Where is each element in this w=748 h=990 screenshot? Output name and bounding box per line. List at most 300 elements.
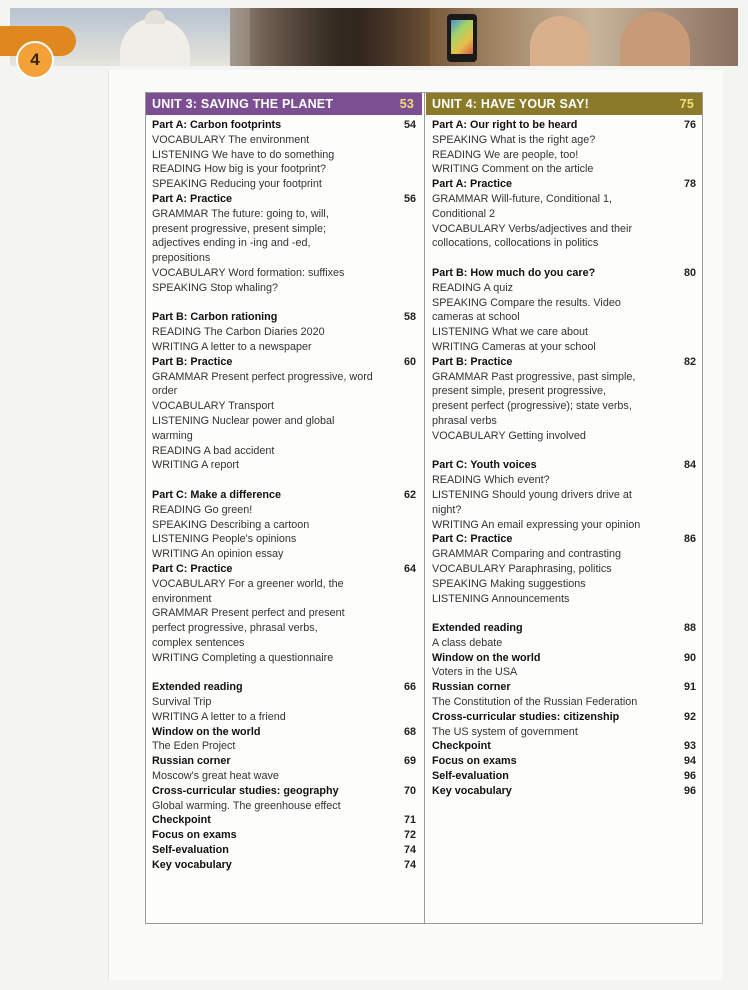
contents-entry — [152, 162, 416, 177]
entry-page-number: 96 — [683, 784, 696, 797]
contents-entry — [152, 532, 416, 547]
entry-text: complex sentences — [152, 636, 245, 649]
contents-entry — [432, 340, 696, 355]
contents-section-heading — [152, 725, 416, 740]
contents-entry — [152, 370, 416, 385]
entry-text: GRAMMAR Comparing and contrasting — [432, 548, 622, 561]
section-gap — [432, 606, 696, 621]
entry-page-number — [672, 725, 696, 740]
entry-text: LISTENING Announcements — [432, 592, 570, 605]
entry-page-number — [392, 606, 416, 621]
entry-page-number — [392, 251, 416, 266]
contents-section-heading — [152, 488, 416, 503]
entry-text: Part B: How much do you care? — [432, 266, 596, 279]
entry-page-number — [672, 340, 696, 355]
entry-text: prepositions — [152, 252, 211, 265]
entry-page-number — [392, 458, 416, 473]
section-gap — [432, 251, 696, 266]
contents-entry — [432, 310, 696, 325]
contents-entry — [152, 384, 416, 399]
entry-text: order — [152, 385, 178, 398]
contents-section-heading — [432, 532, 696, 547]
contents-section-heading — [432, 680, 696, 695]
entry-page-number — [392, 636, 416, 651]
entry-page-number: 60 — [403, 355, 416, 368]
entry-page-number — [672, 636, 696, 651]
contents-section-heading — [152, 562, 416, 577]
entry-page-number — [392, 133, 416, 148]
contents-section-heading — [432, 118, 696, 133]
contents-entry — [432, 370, 696, 385]
entry-text: Window on the world — [432, 651, 541, 664]
contents-entry — [432, 281, 696, 296]
entry-page-number — [672, 162, 696, 177]
entry-page-number — [392, 429, 416, 444]
entry-text: VOCABULARY Paraphrasing, politics — [432, 562, 612, 575]
entry-text: Russian corner — [152, 755, 231, 768]
entry-text: Global warming. The greenhouse effect — [152, 799, 341, 812]
contents-section-heading — [432, 621, 696, 636]
contents-entry — [432, 133, 696, 148]
entry-page-number — [392, 399, 416, 414]
column-divider — [424, 93, 425, 923]
contents-entry — [152, 207, 416, 222]
entry-page-number — [392, 577, 416, 592]
entry-text: Moscow's great heat wave — [152, 770, 279, 783]
entry-text: Part C: Make a difference — [152, 488, 282, 501]
contents-entry — [152, 429, 416, 444]
entry-page-number — [672, 503, 696, 518]
contents-entry — [152, 606, 416, 621]
contents-entry — [432, 488, 696, 503]
contents-entry — [432, 636, 696, 651]
entry-page-number — [392, 414, 416, 429]
entry-page-number: 92 — [683, 710, 696, 723]
entry-page-number — [672, 207, 696, 222]
unit-3-column — [146, 93, 422, 873]
entry-page-number: 91 — [683, 681, 696, 694]
entry-page-number — [392, 739, 416, 754]
entry-page-number — [672, 665, 696, 680]
entry-page-number — [672, 325, 696, 340]
entry-text: WRITING An opinion essay — [152, 548, 284, 561]
unit-3-header — [146, 93, 422, 115]
contents-entry — [432, 222, 696, 237]
entry-page-number — [672, 133, 696, 148]
contents-section-heading — [152, 355, 416, 370]
entry-text: SPEAKING Reducing your footprint — [152, 178, 322, 191]
entry-page-number — [672, 592, 696, 607]
section-gap — [432, 444, 696, 459]
entry-text: LISTENING People's opinions — [152, 533, 297, 546]
entry-text: READING A quiz — [432, 281, 514, 294]
contents-section-heading — [152, 858, 416, 873]
entry-text: present simple, present progressive, — [432, 385, 607, 398]
entry-text: Extended reading — [152, 681, 243, 694]
contents-entry — [152, 236, 416, 251]
contents-section-heading — [432, 651, 696, 666]
entry-text: A class debate — [432, 636, 503, 649]
contents-entry — [152, 503, 416, 518]
entry-page-number: 76 — [683, 119, 696, 131]
student-photo-2 — [620, 12, 690, 66]
entry-text: SPEAKING Describing a cartoon — [152, 518, 310, 531]
entry-text: SPEAKING Making suggestions — [432, 577, 586, 590]
entry-page-number: 82 — [683, 355, 696, 368]
entry-page-number — [392, 222, 416, 237]
entry-text: Cross-curricular studies: geography — [152, 784, 339, 797]
entry-page-number — [392, 207, 416, 222]
entry-text: Window on the world — [152, 725, 261, 738]
entry-page-number: 78 — [683, 178, 696, 191]
entry-page-number: 84 — [683, 459, 696, 472]
entry-page-number: 68 — [403, 725, 416, 738]
entry-text: READING A bad accident — [152, 444, 275, 457]
contents-entry — [152, 547, 416, 562]
entry-text: SPEAKING Stop whaling? — [152, 281, 279, 294]
entry-page-number — [392, 799, 416, 814]
entry-text: VOCABULARY For a greener world, the — [152, 577, 344, 590]
entry-page-number — [392, 592, 416, 607]
contents-entry — [152, 636, 416, 651]
contents-entry — [152, 577, 416, 592]
contents-section-heading — [432, 784, 696, 799]
unit-4-title: UNIT 4: HAVE YOUR SAY! — [432, 97, 589, 111]
entry-text: LISTENING What we care about — [432, 326, 589, 339]
entry-page-number — [392, 177, 416, 192]
contents-section-heading — [432, 754, 696, 769]
contents-entry — [432, 207, 696, 222]
entry-text: night? — [432, 503, 462, 516]
entry-page-number: 74 — [403, 858, 416, 871]
contents-table — [145, 92, 703, 924]
contents-entry — [432, 547, 696, 562]
entry-text: Key vocabulary — [432, 784, 512, 797]
entry-page-number — [672, 695, 696, 710]
entry-page-number — [672, 429, 696, 444]
entry-page-number — [672, 547, 696, 562]
entry-page-number — [672, 222, 696, 237]
unit-3-page: 53 — [399, 97, 414, 111]
entry-text: WRITING A report — [152, 459, 239, 472]
unit-3-title: UNIT 3: SAVING THE PLANET — [152, 97, 334, 111]
entry-page-number: 62 — [403, 488, 416, 501]
entry-text: READING How big is your footprint? — [152, 163, 327, 176]
contents-entry — [152, 518, 416, 533]
entry-page-number: 90 — [683, 651, 696, 664]
section-gap — [152, 473, 416, 488]
contents-entry — [152, 710, 416, 725]
entry-text: WRITING Cameras at your school — [432, 340, 596, 353]
entry-page-number — [392, 281, 416, 296]
student-photo — [530, 16, 590, 66]
entry-page-number: 88 — [683, 622, 696, 635]
contents-entry — [152, 177, 416, 192]
entry-page-number: 93 — [683, 740, 696, 753]
entry-text: Part C: Practice — [152, 562, 233, 575]
entry-page-number: 96 — [683, 770, 696, 783]
entry-page-number — [392, 651, 416, 666]
entry-text: Conditional 2 — [432, 207, 496, 220]
entry-page-number — [672, 296, 696, 311]
entry-page-number: 72 — [403, 829, 416, 842]
entry-page-number — [672, 488, 696, 503]
entry-text: Russian corner — [432, 681, 511, 694]
contents-entry — [432, 577, 696, 592]
entry-page-number: 66 — [403, 681, 416, 694]
contents-section-heading — [432, 710, 696, 725]
entry-page-number — [392, 340, 416, 355]
entry-page-number — [392, 695, 416, 710]
header-banner-photo — [10, 8, 738, 66]
section-gap — [152, 296, 416, 311]
entry-text: Part A: Carbon footprints — [152, 119, 282, 131]
contents-section-heading — [432, 458, 696, 473]
entry-page-number — [672, 473, 696, 488]
entry-text: VOCABULARY The environment — [152, 133, 310, 146]
entry-page-number — [392, 266, 416, 281]
contents-entry — [432, 592, 696, 607]
contents-entry — [432, 429, 696, 444]
entry-text: warming — [152, 429, 193, 442]
entry-text: Part A: Practice — [152, 192, 233, 205]
contents-entry — [432, 562, 696, 577]
entry-page-number — [672, 518, 696, 533]
contents-entry — [432, 192, 696, 207]
entry-text: Survival Trip — [152, 696, 212, 709]
contents-entry — [432, 725, 696, 740]
entry-page-number — [672, 310, 696, 325]
entry-page-number — [392, 547, 416, 562]
entry-text: The Eden Project — [152, 740, 236, 753]
entry-text: LISTENING We have to do something — [152, 148, 335, 161]
entry-text: WRITING A letter to a newspaper — [152, 340, 312, 353]
contents-entry — [152, 325, 416, 340]
section-gap — [152, 665, 416, 680]
contents-entry — [432, 473, 696, 488]
entry-page-number: 69 — [403, 755, 416, 768]
entry-page-number: 80 — [683, 266, 696, 279]
entry-text: VOCABULARY Getting involved — [432, 429, 586, 442]
unit-4-contents-list — [426, 115, 702, 799]
contents-section-heading — [152, 828, 416, 843]
contents-section-heading — [152, 843, 416, 858]
entry-page-number — [672, 384, 696, 399]
entry-page-number — [392, 444, 416, 459]
entry-text: environment — [152, 592, 212, 605]
contents-entry — [432, 518, 696, 533]
contents-entry — [152, 444, 416, 459]
entry-page-number: 56 — [403, 192, 416, 205]
entry-page-number — [392, 236, 416, 251]
entry-page-number — [392, 162, 416, 177]
entry-text: present progressive, present simple; — [152, 222, 327, 235]
contents-entry — [152, 148, 416, 163]
entry-text: VOCABULARY Verbs/adjectives and their — [432, 222, 633, 235]
entry-text: Part B: Practice — [152, 355, 233, 368]
entry-page-number: 74 — [403, 844, 416, 857]
smartphone-image — [447, 14, 477, 62]
contents-entry — [432, 384, 696, 399]
entry-text: Part B: Carbon rationing — [152, 311, 278, 324]
contents-entry — [152, 251, 416, 266]
entry-text: Part A: Our right to be heard — [432, 119, 578, 131]
entry-text: VOCABULARY Word formation: suffixes — [152, 266, 345, 279]
contents-entry — [432, 162, 696, 177]
entry-text: READING Go green! — [152, 503, 253, 516]
entry-text: collocations, collocations in politics — [432, 237, 599, 250]
contents-section-heading — [152, 118, 416, 133]
entry-text: Focus on exams — [432, 755, 517, 768]
contents-section-heading — [432, 355, 696, 370]
entry-text: The US system of government — [432, 725, 578, 738]
contents-section-heading — [152, 813, 416, 828]
entry-text: GRAMMAR Will-future, Conditional 1, — [432, 192, 612, 205]
contents-entry — [152, 799, 416, 814]
entry-text: WRITING A letter to a friend — [152, 710, 286, 723]
entry-page-number: 54 — [403, 119, 416, 131]
entry-page-number: 86 — [683, 533, 696, 546]
entry-text: The Constitution of the Russian Federation — [432, 696, 638, 709]
contents-entry — [152, 266, 416, 281]
entry-text: Checkpoint — [152, 814, 211, 827]
entry-page-number — [392, 370, 416, 385]
entry-text: LISTENING Nuclear power and global — [152, 414, 335, 427]
entry-page-number — [392, 710, 416, 725]
entry-text: READING The Carbon Diaries 2020 — [152, 326, 325, 339]
contents-section-heading — [152, 192, 416, 207]
contents-section-heading — [152, 754, 416, 769]
capitol-dome-top — [145, 10, 165, 24]
entry-page-number — [392, 325, 416, 340]
entry-page-number — [672, 236, 696, 251]
entry-page-number: 71 — [403, 814, 416, 827]
entry-page-number: 64 — [403, 562, 416, 575]
entry-text: Cross-curricular studies: citizenship — [432, 710, 620, 723]
entry-text: LISTENING Should young drivers drive at — [432, 488, 632, 501]
entry-page-number — [672, 562, 696, 577]
contents-entry — [152, 739, 416, 754]
entry-text: SPEAKING Compare the results. Video — [432, 296, 621, 309]
contents-entry — [432, 695, 696, 710]
entry-text: perfect progressive, phrasal verbs, — [152, 622, 318, 635]
entry-text: cameras at school — [432, 311, 520, 324]
contents-entry — [152, 458, 416, 473]
entry-text: Part C: Youth voices — [432, 459, 537, 472]
entry-text: phrasal verbs — [432, 414, 497, 427]
entry-text: Voters in the USA — [432, 666, 518, 679]
contents-section-heading — [152, 784, 416, 799]
entry-page-number: 94 — [683, 755, 696, 768]
entry-text: Part C: Practice — [432, 533, 513, 546]
page-number-badge — [0, 26, 76, 69]
contents-entry — [432, 503, 696, 518]
entry-text: Key vocabulary — [152, 858, 232, 871]
entry-page-number — [672, 370, 696, 385]
unit-3-contents-list — [146, 115, 422, 873]
entry-page-number — [392, 503, 416, 518]
contents-entry — [152, 281, 416, 296]
entry-page-number — [392, 769, 416, 784]
industrial-photo — [250, 8, 430, 66]
contents-entry — [152, 222, 416, 237]
entry-text: WRITING Comment on the article — [432, 163, 594, 176]
entry-text: READING Which event? — [432, 474, 550, 487]
contents-entry — [152, 621, 416, 636]
entry-page-number — [392, 532, 416, 547]
entry-text: Checkpoint — [432, 740, 491, 753]
contents-section-heading — [152, 680, 416, 695]
unit-4-page: 75 — [679, 97, 694, 111]
contents-entry — [432, 414, 696, 429]
contents-entry — [432, 148, 696, 163]
contents-entry — [152, 399, 416, 414]
entry-page-number — [672, 148, 696, 163]
contents-section-heading — [152, 310, 416, 325]
entry-page-number — [392, 148, 416, 163]
entry-page-number — [672, 577, 696, 592]
book-page — [108, 70, 723, 980]
contents-entry — [152, 340, 416, 355]
entry-text: READING We are people, too! — [432, 148, 579, 161]
entry-page-number — [392, 384, 416, 399]
contents-entry — [152, 651, 416, 666]
contents-entry — [152, 414, 416, 429]
contents-entry — [152, 695, 416, 710]
unit-4-column — [426, 93, 702, 799]
contents-entry — [432, 325, 696, 340]
contents-entry — [432, 236, 696, 251]
entry-page-number — [672, 192, 696, 207]
page-number: 4 — [16, 41, 54, 79]
entry-text: Self-evaluation — [432, 770, 509, 783]
entry-page-number: 58 — [403, 311, 416, 324]
contents-entry — [432, 665, 696, 680]
entry-page-number — [672, 399, 696, 414]
entry-text: SPEAKING What is the right age? — [432, 133, 596, 146]
entry-text: GRAMMAR Past progressive, past simple, — [432, 370, 636, 383]
entry-page-number — [392, 621, 416, 636]
contents-entry — [152, 592, 416, 607]
entry-page-number: 70 — [403, 784, 416, 797]
contents-entry — [432, 296, 696, 311]
contents-section-heading — [432, 739, 696, 754]
entry-text: present perfect (progressive); state verbs, — [432, 400, 632, 413]
unit-4-header — [426, 93, 702, 115]
entry-text: WRITING Completing a questionnaire — [152, 651, 334, 664]
entry-text: Focus on exams — [152, 829, 237, 842]
contents-entry — [432, 399, 696, 414]
contents-section-heading — [432, 266, 696, 281]
entry-page-number — [672, 414, 696, 429]
contents-entry — [152, 133, 416, 148]
entry-text: Extended reading — [432, 622, 523, 635]
entry-page-number — [672, 281, 696, 296]
entry-text: Part A: Practice — [432, 178, 513, 191]
entry-text: VOCABULARY Transport — [152, 400, 275, 413]
contents-section-heading — [432, 769, 696, 784]
entry-text: adjectives ending in -ing and -ed, — [152, 237, 311, 250]
entry-text: GRAMMAR The future: going to, will, — [152, 207, 329, 220]
contents-entry — [152, 769, 416, 784]
entry-text: Self-evaluation — [152, 844, 229, 857]
entry-text: GRAMMAR Present perfect progressive, word — [152, 370, 373, 383]
entry-text: GRAMMAR Present perfect and present — [152, 607, 345, 620]
contents-section-heading — [432, 177, 696, 192]
entry-page-number — [392, 518, 416, 533]
entry-text: Part B: Practice — [432, 355, 513, 368]
entry-text: WRITING An email expressing your opinion — [432, 518, 641, 531]
